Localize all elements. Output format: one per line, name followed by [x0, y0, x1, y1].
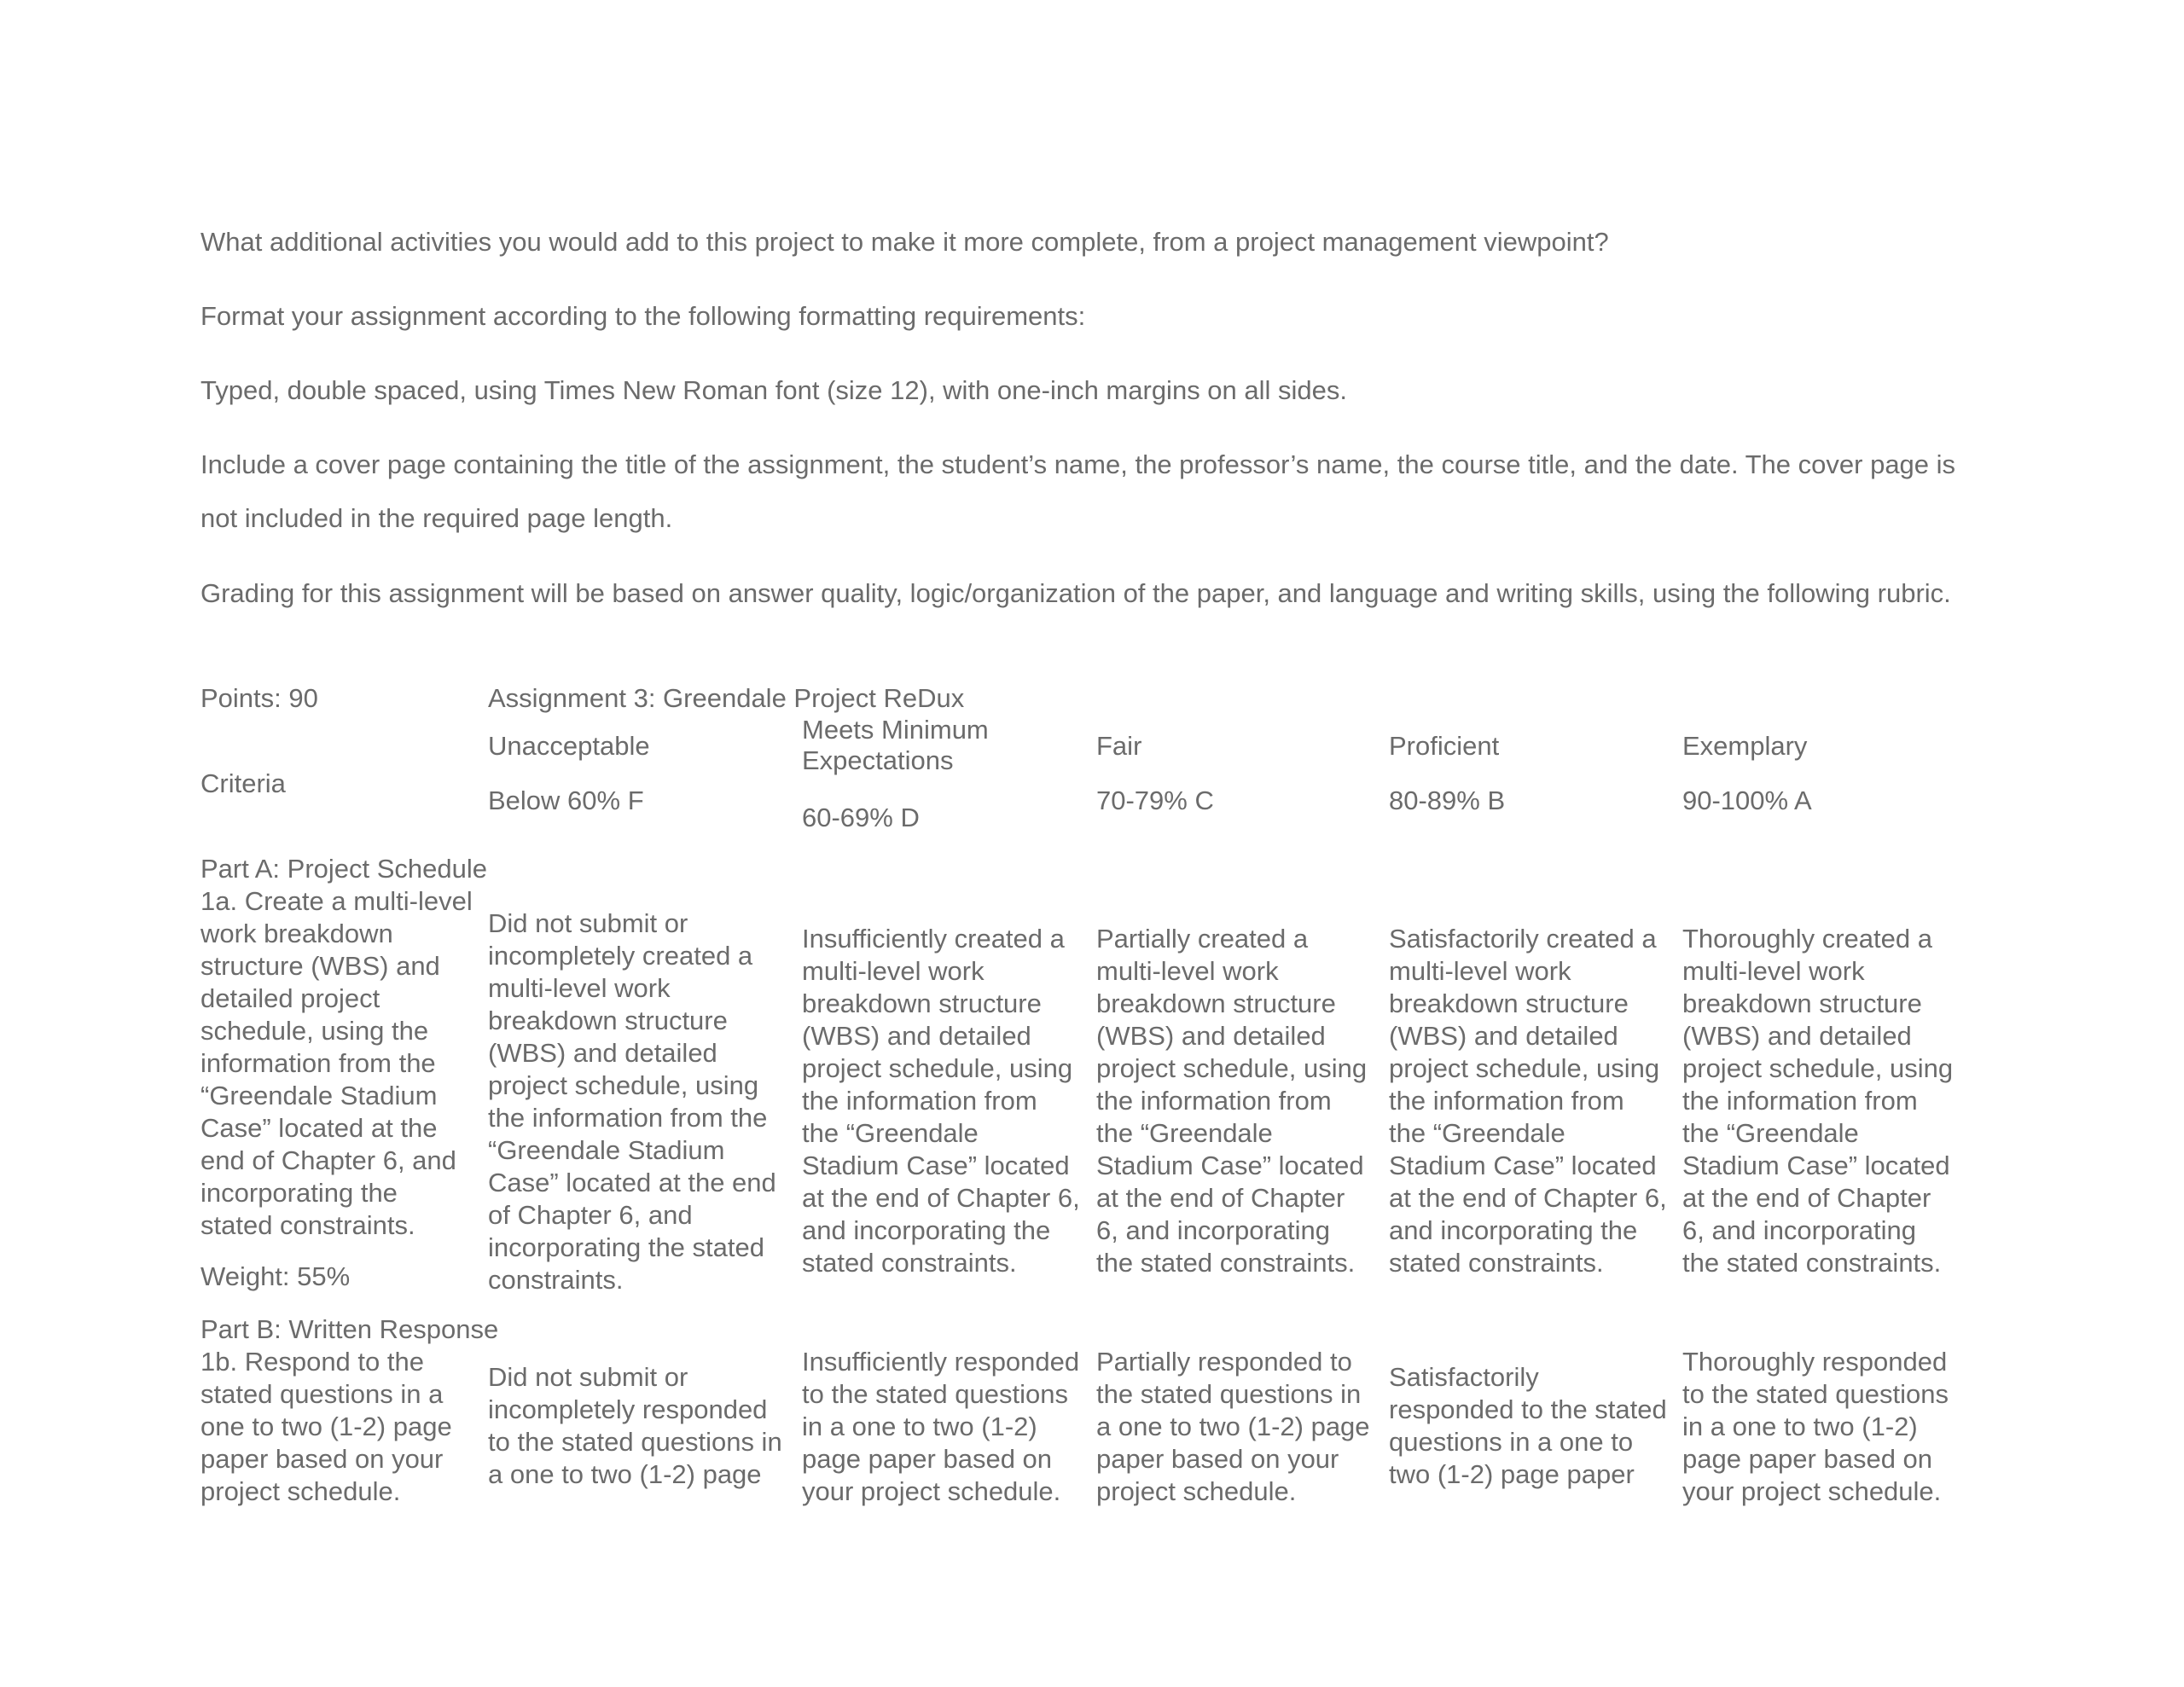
part-b-proficient: Satisfactorily responded to the stated questions in a one to two (1-2) page paper	[1389, 1362, 1667, 1489]
level-name-proficient: Proficient	[1389, 731, 1500, 761]
part-b-heading: Part B: Written Response	[200, 1314, 499, 1344]
paragraph-format-requirements: Format your assignment according to the following formatting requirements:	[200, 301, 1086, 331]
rubric-points: Points: 90	[200, 683, 318, 713]
paragraph-typing-requirements: Typed, double spaced, using Times New Roman font (size 12), with one-inch margins on all sides.	[200, 375, 1348, 405]
part-a-weight: Weight: 55%	[200, 1261, 351, 1291]
part-b-unacceptable: Did not submit or incompletely responded to the stated questions in a one to two (1-2) page	[488, 1362, 782, 1489]
level-grade-meets-minimum: 60-69% D	[802, 803, 920, 832]
level-name-meets-minimum: Meets Minimum Expectations	[802, 715, 989, 775]
level-grade-fair: 70-79% C	[1096, 786, 1214, 815]
level-grade-proficient: 80-89% B	[1389, 786, 1506, 815]
level-grade-unacceptable: Below 60% F	[488, 786, 644, 815]
part-a-criterion: 1a. Create a multi-level work breakdown structure (WBS) and detailed project schedule, using the information from the “Greendale Stadium Case” located at the end of Chapter 6, and incorporating the stated constraints.	[200, 886, 473, 1240]
level-grade-exemplary: 90-100% A	[1682, 786, 1812, 815]
part-b-criterion: 1b. Respond to the stated questions in a one to two (1-2) page paper based on your project schedule.	[200, 1347, 452, 1506]
rubric-title: Assignment 3: Greendale Project ReDux	[488, 683, 965, 713]
part-a-fair: Partially created a multi-level work breakdown structure (WBS) and detailed project schedule, using the information from the “Greendale Stadium Case” located at the end of Chapter 6, and incorporating the stated constraints.	[1096, 924, 1368, 1278]
part-b-meets-minimum: Insufficiently responded to the stated questions in a one to two (1-2) page paper based on your project schedule.	[802, 1347, 1080, 1506]
part-a-heading: Part A: Project Schedule	[200, 854, 488, 884]
level-name-exemplary: Exemplary	[1682, 731, 1808, 761]
part-b-fair: Partially responded to the stated questions in a one to two (1-2) page paper based on your project schedule.	[1096, 1347, 1370, 1506]
part-a-proficient: Satisfactorily created a multi-level work breakdown structure (WBS) and detailed project schedule, using the information from the “Greendale Stadium Case” located at the end of Chapter 6, and incorporating the stated constraints.	[1389, 924, 1667, 1278]
criteria-header: Criteria	[200, 768, 286, 798]
part-a-unacceptable: Did not submit or incompletely created a multi-level work breakdown structure (WBS) and detailed project schedule, using the information from the “Greendale Stadium Case” located at the end of Chapter 6, and incorporating the stated constraints.	[488, 908, 776, 1295]
paragraph-grading: Grading for this assignment will be based on answer quality, logic/organization of the paper, and language and writing skills, using the following rubric.	[200, 578, 1951, 608]
paragraph-cover-page: Include a cover page containing the title of the assignment, the student’s name, the professor’s name, the course title, and the date. The cover page is not included in the required page length.	[200, 449, 1956, 533]
part-b-exemplary: Thoroughly responded to the stated questions in a one to two (1-2) page paper based on your project schedule.	[1682, 1347, 1949, 1506]
paragraph-additional-activities: What additional activities you would add to this project to make it more complete, from a project management viewpoint?	[200, 227, 1609, 257]
part-a-exemplary: Thoroughly created a multi-level work breakdown structure (WBS) and detailed project schedule, using the information from the “Greendale Stadium Case” located at the end of Chapter 6, and incorporating the stated constraints.	[1682, 924, 1954, 1278]
level-name-unacceptable: Unacceptable	[488, 731, 650, 761]
level-name-fair: Fair	[1096, 731, 1142, 761]
part-a-meets-minimum: Insufficiently created a multi-level work breakdown structure (WBS) and detailed project schedule, using the information from the “Greendale Stadium Case” located at the end of Chapter 6, and incorporating the stated constraints.	[802, 924, 1080, 1278]
